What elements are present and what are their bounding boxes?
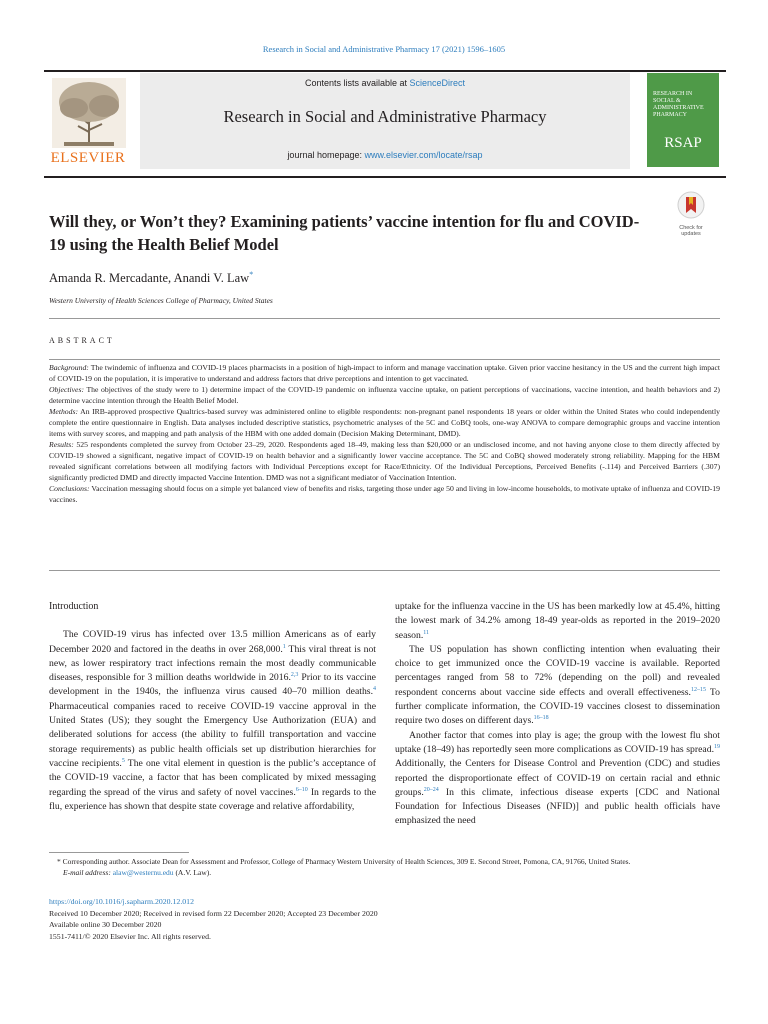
reference-link[interactable]: 16–18 [533,715,549,722]
sciencedirect-link[interactable]: ScienceDirect [409,78,466,88]
label-conclusions: Conclusions: [49,484,90,493]
journal-title: Research in Social and Administrative Pharmacy [223,107,547,126]
abstract-objectives [49,384,720,406]
label-results: Results: [49,440,74,449]
badge-line-1: Check for [679,225,703,231]
article-title: Will they, or Won’t they? Examining patients’ vaccine intention for flu and COVID-19 using the Health Belief Model [49,212,640,254]
author-names: Amanda R. Mercadante, Anandi V. Law [49,271,250,285]
check-for-updates-badge[interactable] [676,190,706,237]
header-top-rule [44,70,726,72]
reference-link[interactable]: 12–15 [690,686,706,693]
footnote-text: Corresponding author. Associate Dean for Assessment and Professor, College of Pharmacy Western University of Health Sciences, 309 E. Second Street, Pomona, CA, 91766, United States. [60,857,631,866]
divider [49,359,720,360]
journal-homepage-link[interactable]: www.elsevier.com/locate/rsap [364,150,483,160]
reference-link[interactable]: 1 [282,643,286,650]
header-bottom-rule [44,176,726,178]
available-online-date: Available online 30 December 2020 [49,920,162,929]
doi-link[interactable]: https://doi.org/10.1016/j.sapharm.2020.12.012 [49,897,194,906]
divider [49,318,720,319]
text-conclusions: Vaccination messaging should focus on a simple yet balanced view of benefits and risks, targeting those under age 50 and living in low-income households, to motivate uptake of influenza and COVID-19 vaccines. [49,484,720,504]
homepage-prefix: journal homepage: [287,150,365,160]
paragraph-text: In regards to the flu, experience has shown that despite state coverage and relative affordability, [49,786,376,812]
divider [49,570,720,571]
body-paragraph [395,600,720,643]
author-affiliation: Western University of Health Sciences College of Pharmacy, United States [49,296,273,305]
paragraph-text: The COVID-19 virus has infected over 13.5 million Americans as of early December 2020 and factored in the deaths in over 268,000. [49,629,376,655]
paragraph-text: The US population has shown conflicting intention when evaluating their choice to get immunized once the COVID-19 vaccine is available. Reported percentages ranged from 58 to 72% (depending on the poll) and revealed respondent concerns about vaccine side effects and overall effectiveness. [395,643,720,698]
corresponding-author-footnote [49,856,720,878]
cover-abbreviation: RSAP [664,135,702,151]
body-column-right [395,600,720,829]
label-background: Background: [49,363,89,372]
reference-link[interactable]: 5 [121,757,125,764]
publication-info [49,896,378,942]
footnote-mark: * [57,857,61,866]
text-objectives: The objectives of the study were to 1) determine impact of the COVID-19 pandemic on influenza vaccine uptake, on patient perceptions of vaccinations, vaccine intention, and health behaviors and 2) determine vaccine intention through the Health Belief Model. [49,385,720,405]
paragraph-text: This viral threat is not new, as lower respiratory tract infections remain the most deadly communicable diseases, responsible for 3 million deaths worldwide in 2016. [49,643,376,684]
contents-prefix: Contents lists available at [304,78,410,88]
label-methods: Methods: [49,407,79,416]
email-label: E-mail address: [63,868,111,877]
text-background: The twindemic of influenza and COVID-19 places pharmacists in a position of high-impact to inform and manage vaccination uptake. Given prior vaccine hesitancy in the US and the current high impact of COVID-19 on the population, it is imperative to understand and address factors that drive perceptions and intention to get vaccinated. [49,363,720,383]
cover-title: RESEARCH IN SOCIAL & ADMINISTRATIVE PHARMACY [653,91,704,118]
reference-link[interactable]: 6–10 [295,786,308,793]
reference-link[interactable]: 20–24 [423,786,439,793]
section-heading-introduction: Introduction [49,601,99,612]
badge-line-2: updates [681,231,701,237]
text-methods: An IRB-approved prospective Qualtrics-based survey was administered online to eligible respondents: non-pregnant panel respondents 18 years or older within the United States who could independently complete the entire questionnaire in English. Data analyses included descriptive statistics, psychometric analyses of the 5C and CoBQ tools, one-way ANOVA to compare demographic groups and vaccine intention items with survey scores, and mapping and path analysis of the HBM with one added domain (Decision Making Determinant, DMD). [49,407,720,438]
reference-link[interactable]: 4 [373,686,376,693]
paragraph-text: Another factor that comes into play is age; the group with the lowest flu shot uptake (18–49) has reportedly seen more complications as COVID-19 has spread. [395,729,720,755]
paragraph-text: Pharmaceutical companies raced to receive COVID-19 vaccine approval in the United States (US); they sought the Emergency Use Authorization (EUA) and deliberated solutions for access (the ability to fulfill transportation and vaccine storage requirements) as public health officials set up distribution hierarchies for vaccine recipients. [49,700,376,769]
label-objectives: Objectives: [49,385,85,394]
reference-link[interactable]: 19 [714,743,720,750]
paragraph-text: The one vital element in question is the public’s acceptance of the COVID-19 vaccine, a factor that has been complicated by mixed messaging regarding the spread of the virus and safety of novel vaccines. [49,757,376,798]
bookmark-icon [676,190,706,220]
received-dates: Received 10 December 2020; Received in revised form 22 December 2020; Accepted 23 December 2020 [49,908,378,918]
journal-citation-line[interactable]: Research in Social and Administrative Pharmacy 17 (2021) 1596–1605 [262,44,506,54]
paragraph-text: In this climate, infectious disease experts [CDC and National Foundation for Infectious Diseases (NFID)] and public health officials have emphasized the need [395,786,720,827]
body-paragraph [49,628,376,814]
author-list [49,271,253,286]
homepage-line [140,150,630,160]
text-results: 525 respondents completed the survey from October 23–29, 2020. Respondents aged 18–49, making less than $20,000 or an undisclosed income, and not having anyone close to them directly affected by COVID-19 showed a significant, negative impact of COVID-19 on health behavior and a significantly lower vaccine acceptance. The 5C and CoBQ showed moderately strong reliability. Mapping for the HBM revealed significant correlations between all modifying factors with Individual Perceptions except for Race/Ethnicity. Of the Individual Perceptions, Perceived Benefits (-.114) and Perceived Barriers (.307) significantly predicted DMD and directly impacted Vaccine Intention. DMD was not a significant mediator of Vaccination Intention. [49,440,720,482]
abstract-results [49,439,720,483]
abstract-background [49,362,720,384]
body-column-left [49,600,376,814]
body-paragraph [395,643,720,729]
journal-cover-thumbnail[interactable] [647,73,719,167]
copyright-line: 1551-7411/© 2020 Elsevier Inc. All rights reserved. [49,931,211,941]
body-paragraph [395,729,720,829]
paragraph-text: uptake for the influenza vaccine in the US has been markedly low at 45.4%, hitting the lowest mark of 34.2% among 18-49 year-olds as reported in the 2019–2020 season. [395,601,720,641]
email-link[interactable]: alaw@westernu.edu [112,868,174,877]
paragraph-text: To further complicate information, the COVID-19 vaccines closest to dissemination require two doses on different days. [395,686,720,727]
reference-link[interactable]: 2,3 [290,671,299,678]
contents-line [140,78,630,88]
abstract-methods [49,406,720,439]
footnote-rule [49,852,189,853]
paragraph-text: Prior to its vaccine development in the 1940s, the influenza virus caused 40–70 million deaths. [49,672,376,698]
abstract-body [49,362,720,505]
paragraph-text: Additionally, the Centers for Disease Control and Prevention (CDC) and studies reported the disproportionate effect of COVID-19 on certain racial and ethnic groups. [395,758,720,798]
reference-link[interactable]: 11 [423,629,430,636]
abstract-conclusions [49,483,720,505]
email-suffix: (A.V. Law). [173,868,212,877]
publisher-name: ELSEVIER [50,150,126,166]
corresponding-author-mark[interactable]: * [249,269,254,279]
abstract-heading: ABSTRACT [49,336,115,345]
